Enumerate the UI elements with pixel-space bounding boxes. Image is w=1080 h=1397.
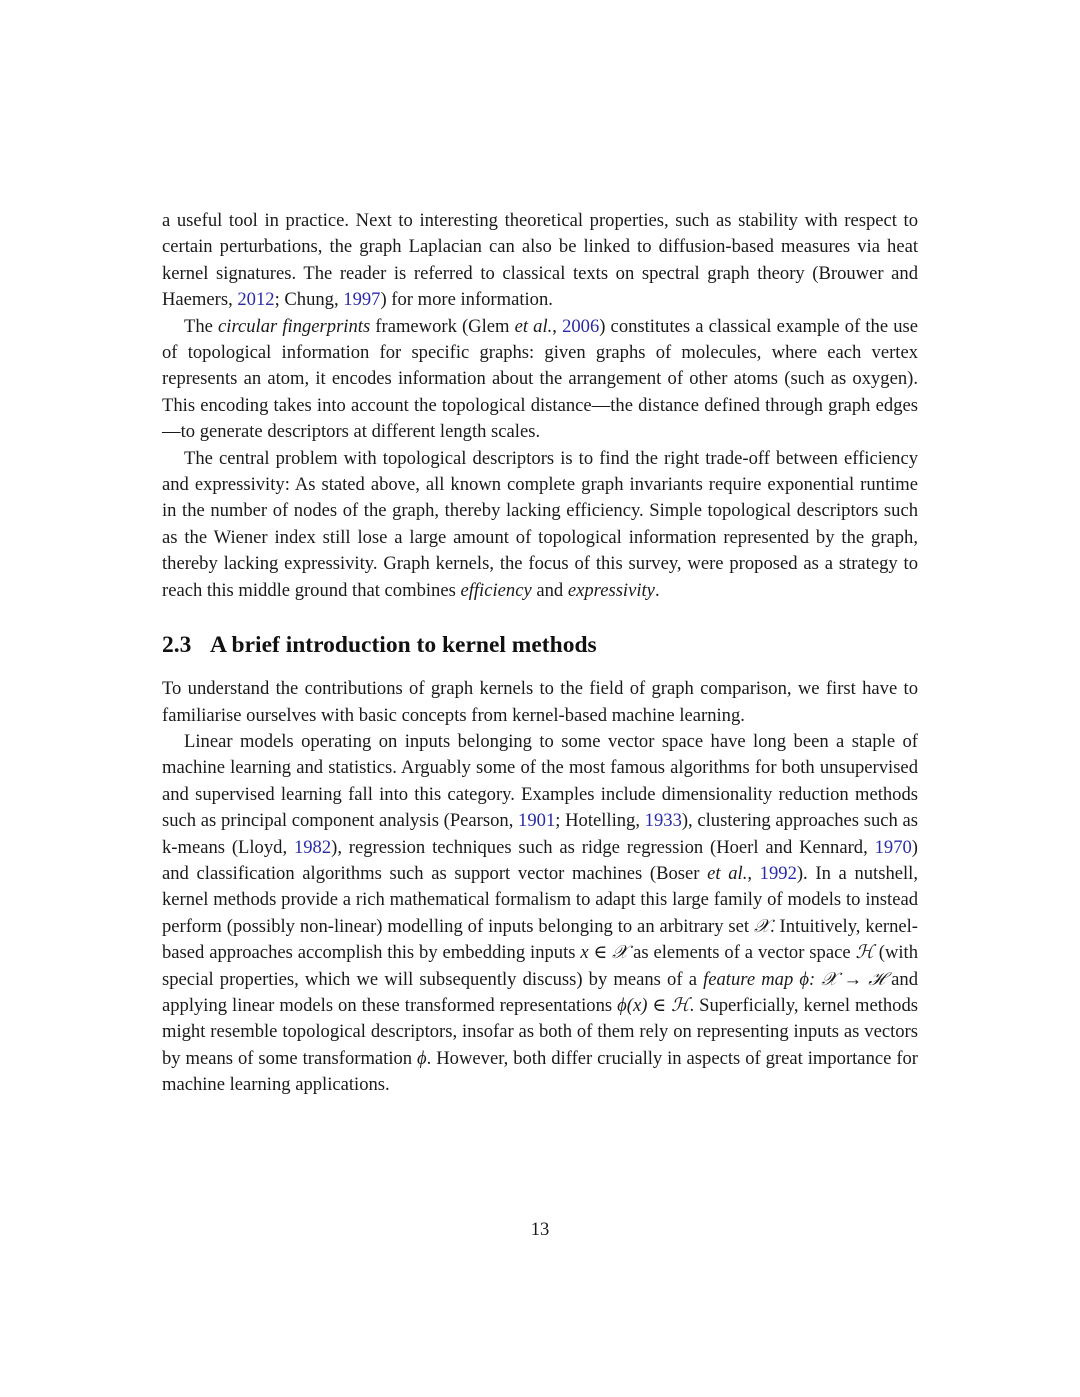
math-phi: ϕ	[417, 1047, 427, 1069]
page-number: 13	[530, 1219, 550, 1240]
citation-lloyd-1982[interactable]: 1982	[293, 836, 332, 858]
citation-hoerl-1970[interactable]: 1970	[874, 836, 912, 858]
paragraph-laplacian: a useful tool in practice. Next to interesting theoretical properties, such as stability with respect to certain perturbations, the graph Laplacian can also be linked to diffusion-based measures via heat kernel signatures. The reader is referred to classical texts on spectral graph theory (Brouwer and Haemers, 2012; Chung, 1997) for more information.	[162, 210, 918, 311]
citation-glem-2006[interactable]: 2006	[562, 315, 600, 337]
math-feature-map: ϕ: 𝒳 → ℋ	[799, 968, 886, 990]
section-number: 2.3	[162, 632, 192, 659]
section-title: A brief introduction to kernel methods	[210, 632, 597, 659]
paragraph-linear-models: Linear models operating on inputs belonging to some vector space have long been a staple of machine learning and statistics. Arguably some of the most famous algorithms for both unsupervised and supervised learning fall into this category. Examples include dimensionality reduction methods such as principal component analysis (Pearson, 1901; Hotelling, 1933), clustering approaches such as k-means (Lloyd, 1982), regression techniques such as ridge regression (Hoerl and Kennard, 1970) and classification algorithms such as support vector machines (Boser et al., 1992). In a nutshell, kernel methods provide a rich mathematical formalism to adapt this large family of models to instead perform (possibly non-linear) modelling of inputs belonging to an arbitrary set 𝒳. Intuitively, kernel-based approaches accomplish this by embedding inputs x ∈ 𝒳 as elements of a vector space ℋ (with special properties, which we will subsequently discuss) by means of a feature map ϕ: 𝒳 → ℋ and applying linear models on these transformed representations ϕ(x) ∈ ℋ. Superficially, kernel methods might resemble topological descriptors, insofar as both of them rely on representing inputs as vectors by means of some transformation ϕ. However, both differ crucially in aspects of great importance for machine learning applications.	[162, 730, 919, 1096]
page-body	[162, 208, 918, 1099]
section-heading	[162, 630, 918, 660]
math-set-x: 𝒳	[753, 915, 770, 937]
math-x-in-set: x ∈ 𝒳	[580, 942, 629, 964]
citation-boser-1992[interactable]: 1992	[759, 862, 797, 884]
math-phi-x: ϕ(x) ∈ ℋ	[617, 994, 690, 1016]
paragraph-circular-fingerprints: The circular fingerprints framework (Glem et al., 2006) constitutes a classical example of the use of topological information for specific graphs: given graphs of molecules, where each vertex represents an atom, it encodes information about the arrangement of other atoms (such as oxygen). This encoding takes into account the topological distance—the distance defined through graph edges—to generate descriptors at different length scales.	[162, 315, 919, 443]
citation-chung-1997[interactable]: 1997	[343, 289, 381, 311]
paragraph-tradeoff: The central problem with topological descriptors is to find the right trade-off between efficiency and expressivity: As stated above, all known complete graph invariants require exponential runtime in the number of nodes of the graph, thereby lacking efficiency. Simple topological descriptors such as the Wiener index still lose a large amount of topological information represented by the graph, thereby lacking expressivity. Graph kernels, the focus of this survey, were proposed as a strategy to reach this middle ground that combines efficiency and expressivity.	[162, 447, 918, 601]
citation-brouwer-2012[interactable]: 2012	[237, 289, 275, 311]
paragraph-kernel-intro: To understand the contributions of graph kernels to the field of graph comparison, we first have to familiarise ourselves with basic concepts from kernel-based machine learning.	[162, 678, 918, 726]
citation-pearson-1901[interactable]: 1901	[518, 810, 556, 832]
math-hilbert-space: ℋ	[855, 942, 874, 964]
citation-hotelling-1933[interactable]: 1933	[644, 810, 682, 832]
